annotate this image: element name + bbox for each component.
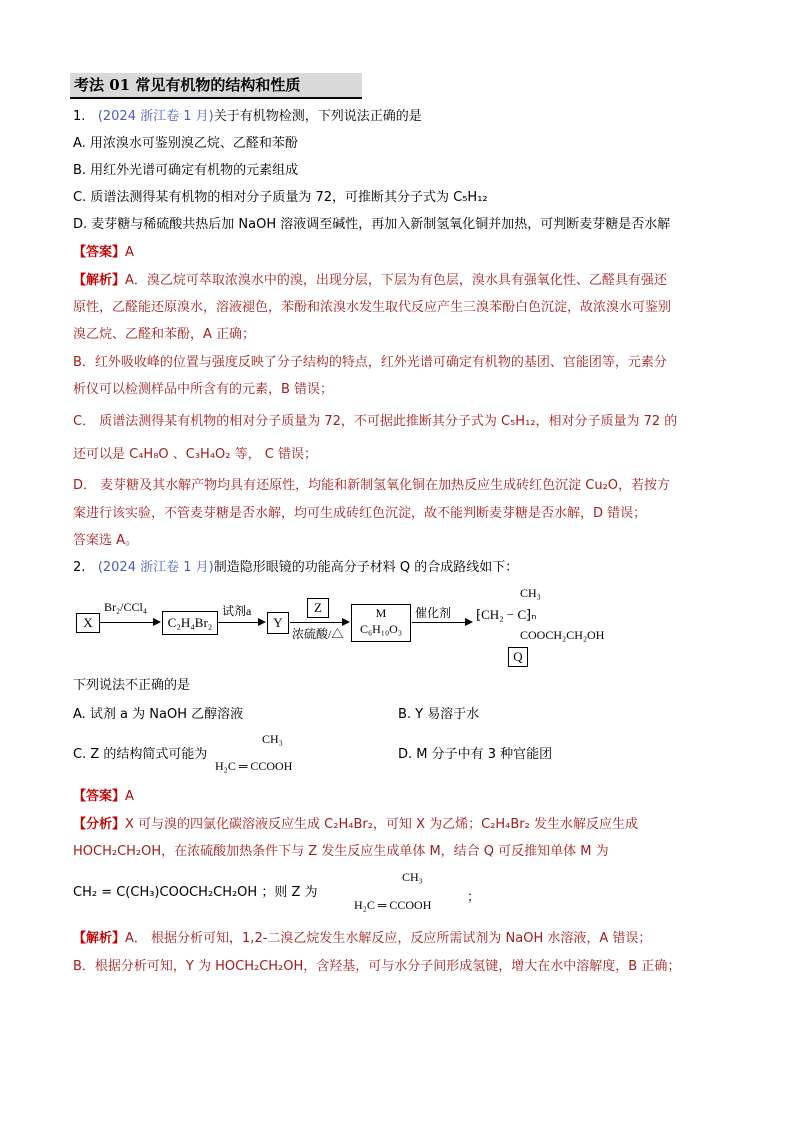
scheme-arrow-2-head <box>258 618 266 626</box>
q1-analysis-line-7: 还可以是 C₄H₈O 、C₃H₄O₂ 等， C 错误； <box>73 447 317 462</box>
q1-analysis-line-10: 答案选 A。 <box>73 533 139 548</box>
q2-fenxi-text-1: X 可与溴的四氯化碳溶液反应生成 C₂H₄Br₂，可知 X 为乙烯；C₂H₄Br₂ 发生水解反应生成 <box>125 817 638 832</box>
q1-analysis-line-4: B．红外吸收峰的位置与强度反映了分子结构的特点，红外光谱可确定有机物的基团、官能团等，元素分 <box>73 355 667 370</box>
q2-z-ch3: CH₃ <box>402 870 423 884</box>
q2-prompt: 下列说法不正确的是 <box>73 678 191 693</box>
q1-option-c: C. 质谱法测得某有机物的相对分子质量为 72，可推断其分子式为 C₅H₁₂ <box>73 190 488 205</box>
q2-option-b: B. Y 易溶于水 <box>398 707 480 722</box>
q1-answer-tag: 【答案】 <box>73 245 126 260</box>
scheme-m-label: M <box>375 606 387 620</box>
scheme-arrow-1 <box>100 622 154 623</box>
section-title-text: 考法 01 常见有机物的结构和性质 <box>74 76 301 94</box>
q2-z-main: H₂C ═ CCOOH <box>354 898 432 912</box>
scheme-arrow-4 <box>412 622 466 623</box>
q1-analysis-text-1: A．溴乙烷可萃取浓溴水中的溴，出现分层，下层为有色层，溴水具有强氧化性、乙醛具有强还 <box>125 273 667 288</box>
q2-analysis-line-1 <box>73 930 651 948</box>
q2-m-struct: CH₂ = C(CH₃)COOCH₂CH₂OH ；则 Z 为 <box>73 885 318 900</box>
scheme-box-c2h4br2: C₂H₄Br₂ <box>162 611 218 635</box>
q2-number: 2. <box>73 560 86 575</box>
q1-option-d: D. 麦芽糖与稀硫酸共热后加 NaOH 溶液调至碱性，再加入新制氢氧化铜并加热，可判断麦芽糖是否水解 <box>73 217 671 232</box>
scheme-box-x: X <box>76 613 100 633</box>
scheme-arrow-2 <box>218 622 259 623</box>
q2-fenxi-line-1 <box>73 816 638 834</box>
q2-source: (2024 浙江卷 1 月) <box>97 560 214 575</box>
q2-fenxi-line-2: HOCH₂CH₂OH，在浓硫酸加热条件下与 Z 发生反应生成单体 M，结合 Q 可反推知单体 M 为 <box>73 844 609 859</box>
q1-analysis-line-6: C． 质谱法测得某有机物的相对分子质量为 72，不可据此推断其分子式为 C₅H₁₂，相对分子质量为 72 的 <box>73 414 678 429</box>
q1-answer: A <box>125 245 134 260</box>
q1-analysis-tag: 【解析】 <box>73 273 126 288</box>
q2-option-d: D. M 分子中有 3 种官能团 <box>398 747 553 762</box>
q2-answer-line <box>73 788 134 806</box>
q1-analysis-line-5: 析仪可以检测样品中所含有的元素，B 错误； <box>73 382 334 397</box>
q2-option-c: C. Z 的结构简式可能为 <box>73 747 208 762</box>
section-title <box>70 73 362 97</box>
q1-analysis-line-9: 案进行该实验，不管麦芽糖是否水解，均可生成砖红色沉淀，故不能判断麦芽糖是否水解，D 错误； <box>73 506 647 521</box>
q1-number: 1. <box>73 109 86 124</box>
q1-analysis-line-1 <box>73 272 667 290</box>
scheme-arrow-1-head <box>153 618 161 626</box>
q2-stem-line <box>73 559 518 577</box>
polymer-main-chain: ⁅CH₂ − C⁆ₙ <box>476 607 537 622</box>
q2-fenxi-tag: 【分析】 <box>73 817 126 832</box>
scheme-box-q: Q <box>508 647 528 667</box>
q2-option-a: A. 试剂 a 为 NaOH 乙醇溶液 <box>73 707 244 722</box>
q1-stem: 关于有机物检测，下列说法正确的是 <box>213 109 422 124</box>
scheme-m-formula: C₆H₁₀O₃ <box>359 622 403 636</box>
scheme-box-y: Y <box>267 612 289 634</box>
q1-stem-line <box>73 108 422 126</box>
q1-analysis-line-2: 原性，乙醛能还原溴水，溶液褪色，苯酚和浓溴水发生取代反应产生三溴苯酚白色沉淀，故浓溴水可鉴别 <box>73 300 672 315</box>
q1-answer-line <box>73 244 134 262</box>
q2-analysis-line-2: B．根据分析可知，Y 为 HOCH₂CH₂OH，含羟基，可与水分子间形成氢键，增大在水中溶解度，B 正确； <box>73 959 681 974</box>
scheme-box-z: Z <box>307 598 329 618</box>
scheme-box-m <box>351 604 411 642</box>
polymer-ch3: CH₃ <box>520 586 541 600</box>
scheme-arrow-4-head <box>465 618 473 626</box>
q1-analysis-line-8: D． 麦芽糖及其水解产物均具有还原性，均能和新制氢氧化铜在加热反应生成砖红色沉淀 Cu₂O，若按方 <box>73 478 671 493</box>
title-underline <box>70 97 362 99</box>
q2-stem: 制造隐形眼镜的功能高分子材料 Q 的合成路线如下： <box>213 560 519 575</box>
q1-option-a: A. 用浓溴水可鉴别溴乙烷、乙醛和苯酚 <box>73 136 298 151</box>
q1-analysis-line-3: 溴乙烷、乙醛和苯酚，A 正确； <box>73 327 256 342</box>
scheme-reagent-1: Br₂/CCl₄ <box>104 600 148 614</box>
q2-answer-tag: 【答案】 <box>73 789 126 804</box>
scheme-reagent-2: 试剂a <box>222 604 252 618</box>
q1-option-b: B. 用红外光谱可确定有机物的元素组成 <box>73 163 299 178</box>
q2-analysis-text-1: A． 根据分析可知，1,2-二溴乙烷发生水解反应，反应所需试剂为 NaOH 水溶液，A 错误； <box>125 931 652 946</box>
q2-option-c-main: H₂C ═ CCOOH <box>215 759 293 773</box>
q2-option-c-ch3: CH₃ <box>262 732 283 746</box>
q2-answer: A <box>125 789 134 804</box>
q2-z-semicolon: ； <box>467 889 481 904</box>
polymer-side-chain: COOCH₂CH₂OH <box>520 628 605 642</box>
scheme-arrow-3 <box>290 622 343 623</box>
scheme-catalyst: 催化剂 <box>415 606 452 620</box>
q1-source: (2024 浙江卷 1 月) <box>97 109 214 124</box>
q2-analysis-tag: 【解析】 <box>73 931 126 946</box>
scheme-condition: 浓硫酸/△ <box>292 627 344 641</box>
